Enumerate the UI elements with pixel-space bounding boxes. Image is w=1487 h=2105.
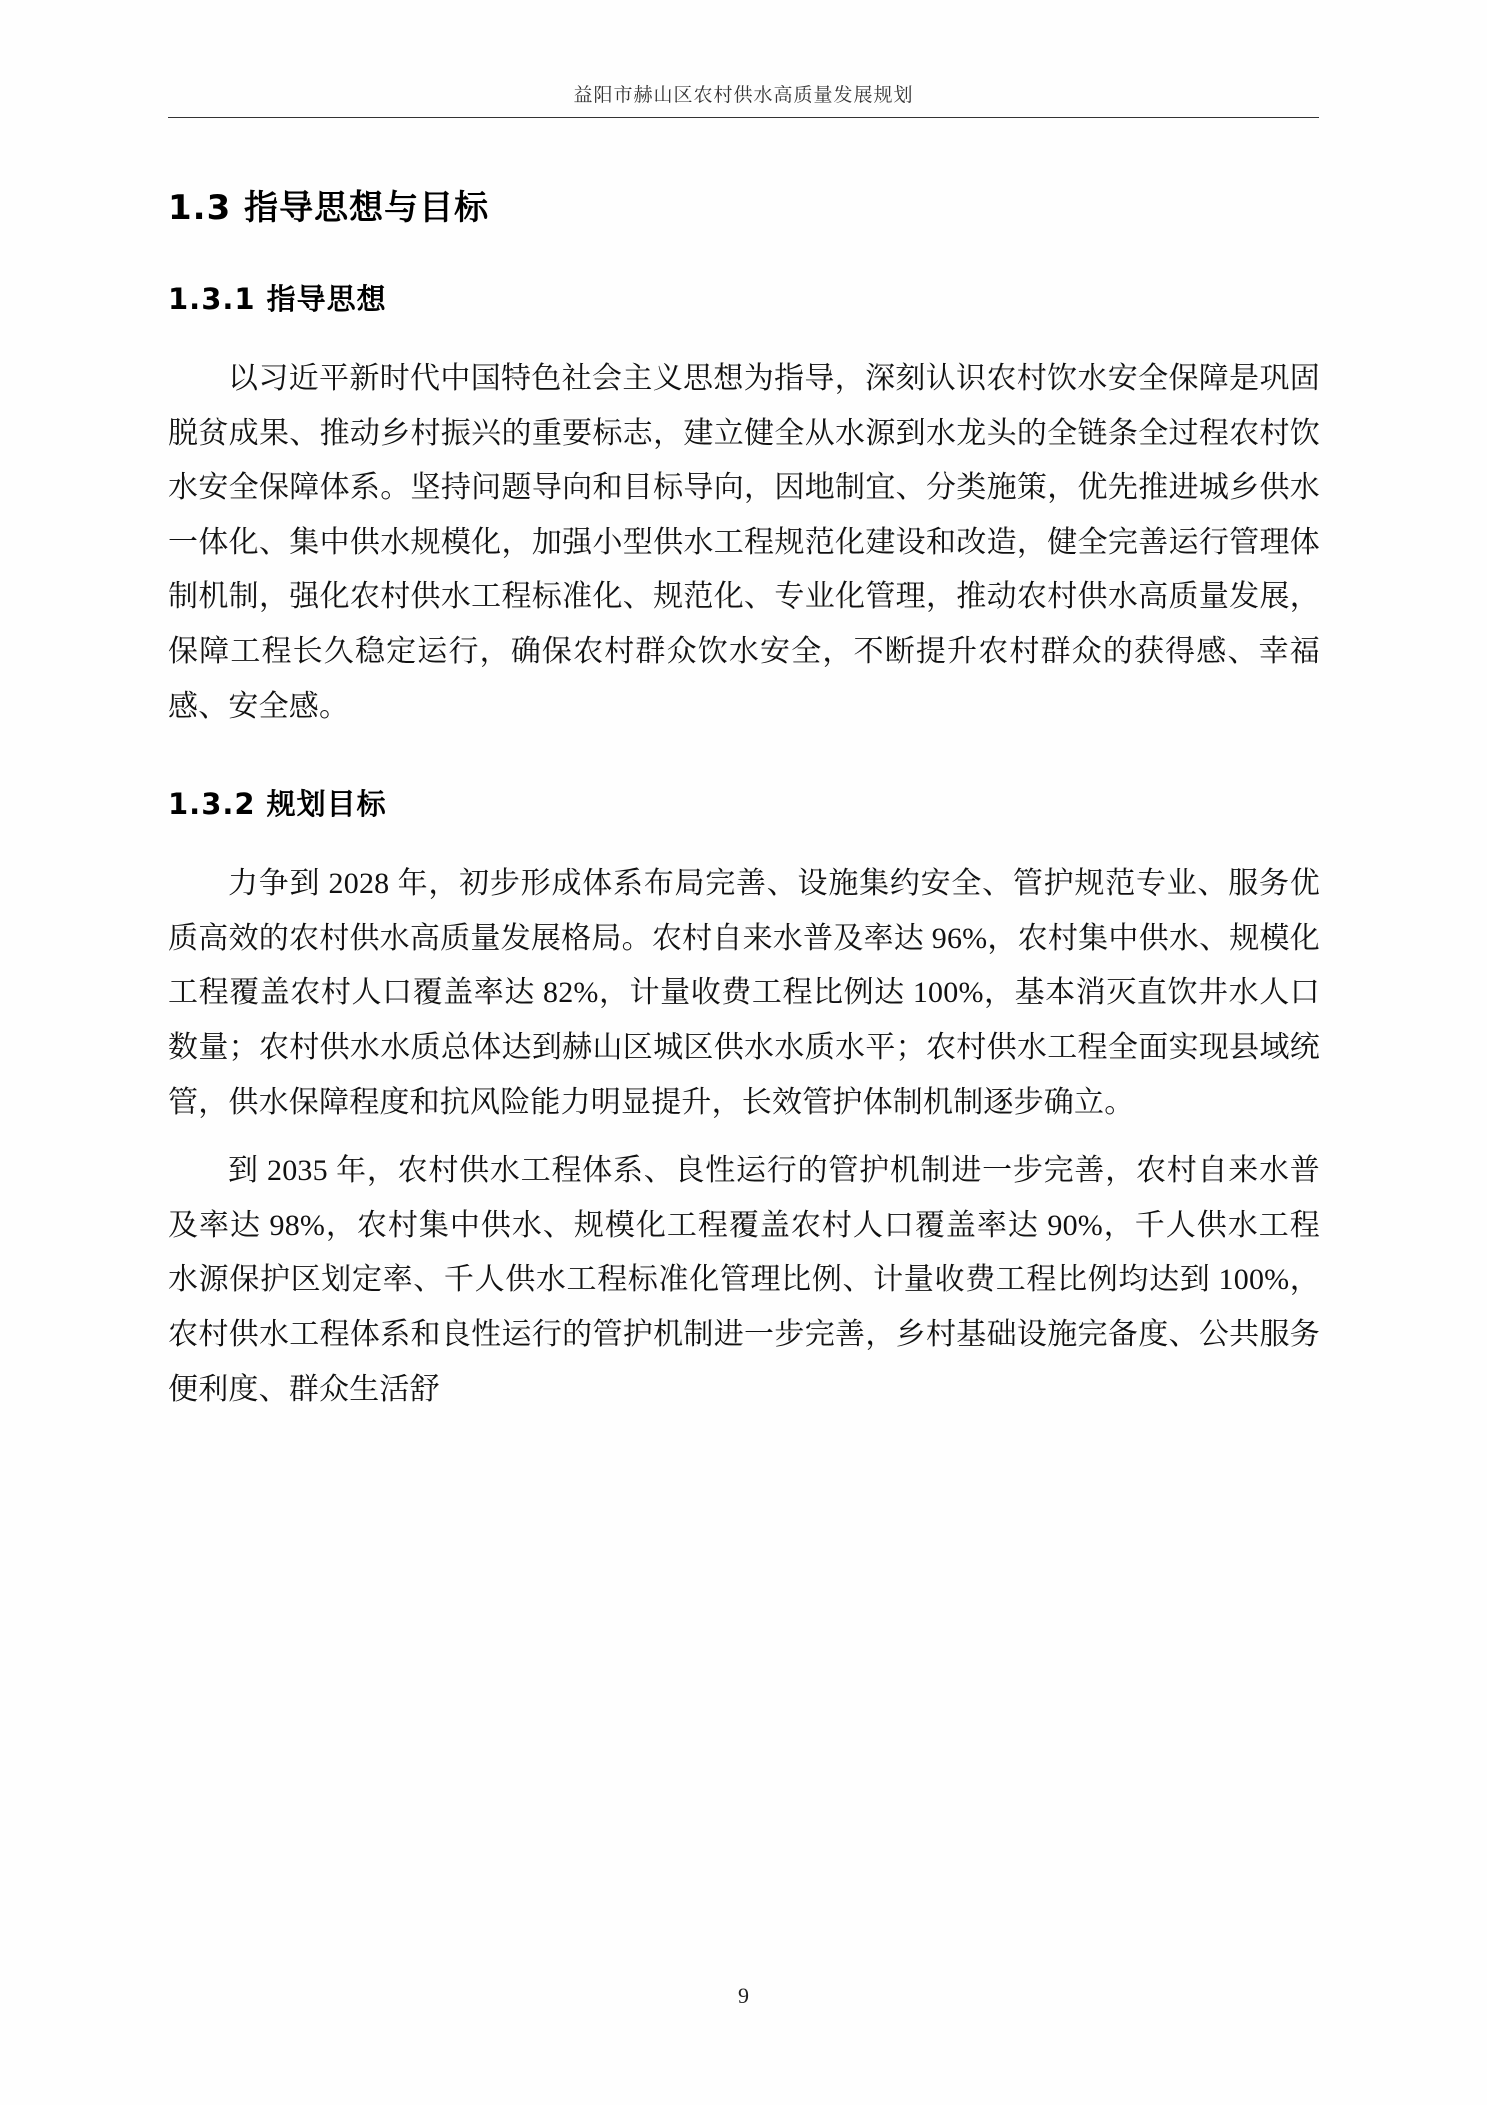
paragraph-goal-2035: 到 2035 年，农村供水工程体系、良性运行的管护机制进一步完善，农村自来水普及率达 98%，农村集中供水、规模化工程覆盖农村人口覆盖率达 90%，千人供水工程水源保护区划定率、千人供水工程标准化管理比例、计量收费工程比例均达到 100%，农村供水工程体系和良性运行的管护机制进一步完善，乡村基础设施完备度、公共服务便利度、群众生活舒 xyxy=(168,1154,1320,1406)
paragraph-guiding-thought: 以习近平新时代中国特色社会主义思想为指导，深刻认识农村饮水安全保障是巩固脱贫成果、推动乡村振兴的重要标志，建立健全从水源到水龙头的全链条全过程农村饮水安全保障体系。坚持问题导向和目标导向，因地制宜、分类施策，优先推进城乡供水一体化、集中供水规模化，加强小型供水工程规范化建设和改造，健全完善运行管理体制机制，强化农村供水工程标准化、规范化、专业化管理，推动农村供水高质量发展，保障工程长久稳定运行，确保农村群众饮水安全，不断提升农村群众的获得感、幸福感、安全感。 xyxy=(168,362,1320,723)
header-divider xyxy=(168,117,1319,118)
header-title: 益阳市赫山区农村供水高质量发展规划 xyxy=(573,84,914,106)
paragraph-goal-2028: 力争到 2028 年，初步形成体系布局完善、设施集约安全、管护规范专业、服务优质高效的农村供水高质量发展格局。农村自来水普及率达 96%，农村集中供水、规模化工程覆盖农村人口覆盖率达 82%，计量收费工程比例达 100%，基本消灭直饮井水人口数量；农村供水水质总体达到赫山区城区供水水质水平；农村供水工程全面实现县域统管，供水保障程度和抗风险能力明显提升，长效管护体制机制逐步确立。 xyxy=(168,867,1320,1119)
subsection-heading-1-3-2: 1.3.2 规划目标 xyxy=(168,787,387,822)
page-number: 9 xyxy=(738,1983,749,2008)
page-header xyxy=(168,84,1319,118)
subsection-heading-1-3-1: 1.3.1 指导思想 xyxy=(168,282,387,316)
document-body xyxy=(168,180,1320,1417)
section-heading-1-3: 1.3 指导思想与目标 xyxy=(168,188,490,228)
